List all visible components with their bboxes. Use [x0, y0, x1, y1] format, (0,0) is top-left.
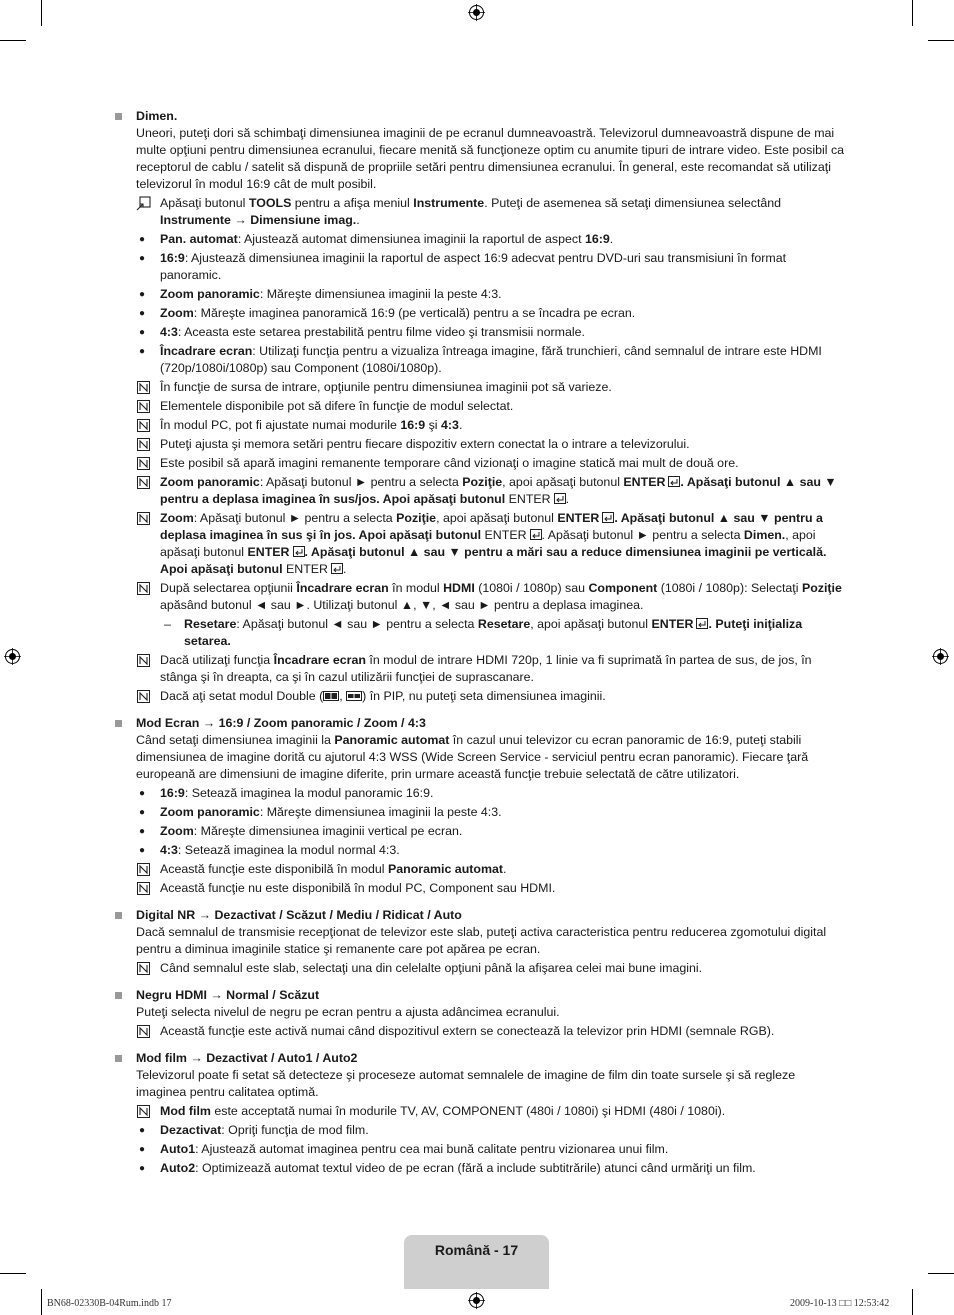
bullet-item	[136, 286, 846, 303]
bullet-item	[136, 1160, 846, 1177]
bold-term: Încadrare ecran	[296, 581, 389, 595]
bold-term: 16:9	[160, 251, 185, 265]
text-run: Dacă utilizaţi funcţia	[160, 653, 274, 667]
bullet-item	[136, 324, 846, 341]
note-icon	[137, 690, 150, 703]
crop-mark	[41, 0, 42, 26]
section-square-icon	[115, 992, 122, 999]
text-run: .	[342, 562, 347, 576]
bullet-item	[136, 231, 846, 248]
bullet-item	[136, 1122, 846, 1139]
bullet-icon: ●	[139, 234, 146, 245]
text-run: , apoi apăsaţi butonul	[502, 475, 624, 489]
bullet-icon: ●	[139, 1144, 146, 1155]
enter-icon	[293, 546, 305, 557]
text-run: : Apăsaţi butonul ► pentru a selecta	[259, 475, 463, 489]
text-run: , apoi apăsaţi butonul	[436, 511, 558, 525]
text-run: ENTER	[285, 562, 328, 576]
registration-mark-icon	[468, 1292, 485, 1309]
section-intro	[136, 732, 846, 783]
text-run: pentru a afişa meniul	[291, 196, 414, 210]
bullet-item	[136, 785, 846, 802]
bullet-item	[136, 1141, 846, 1158]
text-run: : Setează imaginea la modul panoramic 16:9.	[184, 786, 434, 800]
note-icon	[137, 476, 150, 489]
section-gap	[114, 977, 846, 987]
bullet-item	[136, 804, 846, 821]
text-run: : Ajustează dimensiunea imaginii la raportul de aspect 16:9 adecvat pentru DVD-uri sau transmisiuni în format panoramic.	[160, 251, 787, 282]
text-run: : Apăsaţi butonul ► pentru a selecta	[193, 511, 397, 525]
text-run: .	[458, 418, 463, 432]
print-slug-file: BN68-02330B-04Rum.indb 17	[47, 1298, 172, 1309]
text-run: în modul de intrare HDMI 720p, 1 linie va fi suprimată în partea de sus, de jos, în stânga şi în dreapta, ca şi în cazul utilizării funcţiei de suprascanare.	[160, 653, 812, 684]
bold-term: HDMI	[443, 581, 475, 595]
text-run: După selectarea opţiunii	[160, 581, 297, 595]
text-run: în cazul unui televizor cu ecran panoramic de 16:9, puteţi stabili dimensiunea de imagine dorită cu ajutorul 4:3 WSS (Wide Screen Service - serviciul pentru ecran panoramic). Fiecare ţară europeană are dimensiuni de imagine diferite, prin urmare această funcţie trebuie selectată de către utilizatori.	[136, 733, 809, 781]
note-icon	[137, 512, 150, 525]
note-item	[136, 880, 846, 897]
note-icon	[137, 381, 150, 394]
section-gap	[114, 1040, 846, 1050]
text-run: : Ajustează automat imaginea pentru cea mai bună calitate pentru vizionarea unui film.	[195, 1142, 669, 1156]
tools-icon	[136, 196, 151, 211]
registration-mark-icon	[468, 4, 485, 21]
text-run: , apoi apăsaţi butonul	[160, 528, 816, 559]
bold-term: Panoramic automat	[388, 862, 503, 876]
enter-icon	[331, 563, 343, 574]
bold-term: Instrumente → Dimensiune imag.	[160, 213, 357, 227]
bold-term: ENTER	[247, 545, 290, 559]
crop-mark	[912, 0, 913, 26]
text-run: : Aceasta este setarea prestabilită pentru filme video şi transmisii normale.	[177, 325, 585, 339]
text-run: .	[565, 492, 570, 506]
text-run: .	[503, 862, 507, 876]
note-item	[136, 510, 846, 578]
bold-term: Pan. automat	[160, 232, 238, 246]
pip-double-1-icon	[323, 691, 339, 701]
section-title: Mod film → Dezactivat / Auto1 / Auto2	[136, 1051, 358, 1065]
bold-term: ENTER	[623, 475, 666, 489]
bold-term: Instrumente	[413, 196, 485, 210]
note-icon	[137, 438, 150, 451]
bold-term: Încadrare ecran	[273, 653, 366, 667]
bullet-icon: ●	[139, 1125, 146, 1136]
bold-term: . Puteţi iniţializa setarea.	[184, 617, 803, 648]
text-run: în modul	[388, 581, 444, 595]
section	[114, 987, 846, 1040]
text-run: .	[356, 213, 360, 227]
bold-term: TOOLS	[248, 196, 292, 210]
bold-term: Dimen.	[743, 528, 786, 542]
bullet-icon: ●	[139, 807, 146, 818]
note-icon	[137, 1105, 150, 1118]
bold-term: 16:9	[160, 786, 185, 800]
text-run: este acceptată numai în modurile TV, AV, COMPONENT (480i / 1080i) şi HDMI (480i / 1080i).	[210, 1104, 726, 1118]
text-run: : Măreşte dimensiunea imaginii la peste 4:3.	[259, 287, 502, 301]
text-run: : Opriţi funcţia de mod film.	[221, 1123, 369, 1137]
bold-term: Poziţie	[801, 581, 842, 595]
note-item	[136, 398, 846, 415]
bold-term: 4:3	[160, 325, 178, 339]
note-item	[136, 960, 846, 977]
section	[114, 108, 846, 705]
text-run: (1080i / 1080p): Selectaţi	[657, 581, 802, 595]
bold-term: 4:3	[160, 843, 178, 857]
bold-term: 16:9	[584, 232, 610, 246]
bold-term: Dezactivat	[160, 1123, 222, 1137]
crop-mark	[0, 1273, 26, 1274]
bold-term: Zoom	[160, 824, 194, 838]
bullet-item	[136, 305, 846, 322]
text-run: , apoi apăsaţi butonul	[530, 617, 652, 631]
bold-term: Zoom panoramic	[160, 475, 260, 489]
text-run: . Apăsaţi butonul ► pentru a selecta	[541, 528, 744, 542]
section	[114, 1050, 846, 1177]
note-item	[136, 861, 846, 878]
bold-term: Auto2	[160, 1161, 196, 1175]
note-item	[136, 652, 846, 686]
bold-term: 16:9	[400, 418, 426, 432]
note-item	[136, 436, 846, 453]
crop-mark	[928, 1273, 954, 1274]
bullet-icon: ●	[139, 253, 146, 264]
text-run: Puteţi ajusta şi memora setări pentru fiecare dispozitiv extern conectat la o intrare a televizorului.	[160, 437, 690, 451]
section-title: Digital NR → Dezactivat / Scăzut / Mediu / Ridicat / Auto	[136, 908, 462, 922]
text-run: : Măreşte imaginea panoramică 16:9 (pe verticală) pentru a se încadra pe ecran.	[193, 306, 636, 320]
tools-note	[136, 195, 846, 229]
text-run: ) în PIP, nu puteţi seta dimensiunea imaginii.	[362, 689, 606, 703]
bullet-icon: ●	[139, 289, 146, 300]
enter-icon	[530, 529, 542, 540]
page-number-tab	[404, 1235, 549, 1289]
text-run: apăsând butonul ◄ sau ►. Utilizaţi butonul ▲, ▼, ◄ sau ► pentru a deplasa imaginea.	[160, 598, 644, 612]
note-icon	[137, 457, 150, 470]
crop-mark	[912, 1289, 913, 1315]
bold-term: Încadrare ecran	[160, 344, 253, 358]
bold-term: Resetare	[477, 617, 531, 631]
bullet-icon: ●	[139, 327, 146, 338]
enter-icon	[602, 512, 614, 523]
section-square-icon	[115, 912, 122, 919]
text-run: : Optimizează automat textul video de pe ecran (fără a include subtitrările) atunci când urmăriţi un film.	[195, 1161, 756, 1175]
bold-term: Zoom panoramic	[160, 287, 260, 301]
text-run: ,	[339, 689, 347, 703]
note-icon	[137, 419, 150, 432]
bold-term: ENTER	[651, 617, 694, 631]
section	[114, 907, 846, 977]
bullet-icon: ●	[139, 346, 146, 357]
manual-content	[114, 108, 846, 1177]
note-icon	[137, 962, 150, 975]
text-run: Când semnalul este slab, selectaţi una din celelalte opţiuni până la afişarea celei mai bune imagini.	[160, 961, 703, 975]
section-gap	[114, 897, 846, 907]
text-run: . Puteţi de asemenea să setaţi dimensiunea selectând	[484, 196, 782, 210]
bold-term: . Apăsaţi butonul ▲ sau ▼ pentru a deplasa imaginea în sus şi în jos. Apoi apăsaţi butonul	[160, 511, 823, 542]
note-item	[136, 580, 846, 614]
bullet-icon: ●	[139, 845, 146, 856]
text-run: .	[609, 232, 614, 246]
pip-double-2-icon	[346, 691, 362, 701]
bold-term: Component	[588, 581, 658, 595]
note-item	[136, 417, 846, 434]
dash-icon: –	[164, 617, 171, 631]
bold-term: ENTER	[557, 511, 600, 525]
note-item	[136, 1103, 846, 1120]
bold-term: Auto1	[160, 1142, 196, 1156]
crop-mark	[0, 40, 26, 41]
bullet-icon: ●	[139, 788, 146, 799]
bold-term: Mod film	[160, 1104, 211, 1118]
text-run: Această funcţie nu este disponibilă în modul PC, Component sau HDMI.	[160, 881, 556, 895]
text-run: : Setează imaginea la modul normal 4:3.	[177, 843, 400, 857]
enter-icon	[668, 476, 680, 487]
section-intro: Televizorul poate fi setat să detecteze şi proceseze automat semnalele de imagine de film din toate sursele şi să regleze imaginea pentru calitatea optimă.	[136, 1068, 796, 1099]
print-slug-date: 2009-10-13 □□ 12:53:42	[790, 1298, 890, 1309]
bullet-icon: ●	[139, 308, 146, 319]
text-run: şi	[425, 418, 442, 432]
note-icon	[137, 882, 150, 895]
text-run: Este posibil să apară imagini remanente temporare când vizionaţi o imagine statică mai mult de două ore.	[160, 456, 739, 470]
note-icon	[137, 400, 150, 413]
registration-mark-icon	[932, 648, 949, 665]
text-run: Elementele disponibile pot să difere în funcţie de modul selectat.	[160, 399, 514, 413]
bold-term: Zoom panoramic	[160, 805, 260, 819]
note-icon	[137, 1025, 150, 1038]
text-run: ENTER	[508, 492, 551, 506]
section-title: Dimen.	[136, 109, 178, 123]
text-run: ENTER	[484, 528, 527, 542]
section-title: Mod Ecran → 16:9 / Zoom panoramic / Zoom / 4:3	[136, 716, 426, 730]
bullet-icon: ●	[139, 826, 146, 837]
text-run: : Măreşte dimensiunea imaginii la peste 4:3.	[259, 805, 502, 819]
note-item	[136, 379, 846, 396]
section	[114, 715, 846, 897]
section-square-icon	[115, 720, 122, 727]
text-run: : Ajustează automat dimensiunea imaginii la raportul de aspect	[237, 232, 585, 246]
text-run: În funcţie de sursa de intrare, opţiunile pentru dimensiunea imaginii pot să varieze.	[160, 380, 612, 394]
registration-mark-icon	[4, 648, 21, 665]
section-square-icon	[115, 113, 122, 120]
note-icon	[137, 654, 150, 667]
bold-term: . Apăsaţi butonul ▲ sau ▼ pentru a deplasa imaginea în sus/jos. Apoi apăsaţi butonul	[160, 475, 837, 506]
note-icon	[137, 863, 150, 876]
text-run: : Apăsaţi butonul ◄ sau ► pentru a selecta	[236, 617, 478, 631]
bold-term: Poziţie	[396, 511, 437, 525]
text-run: : Măreşte dimensiunea imaginii vertical pe ecran.	[193, 824, 463, 838]
text-run: Când setaţi dimensiunea imaginii la	[136, 733, 335, 747]
bold-term: 4:3	[441, 418, 459, 432]
bold-term: Poziţie	[462, 475, 503, 489]
section-title: Negru HDMI → Normal / Scăzut	[136, 988, 320, 1002]
section-intro: Puteţi selecta nivelul de negru pe ecran pentru a ajusta adâncimea ecranului.	[136, 1005, 560, 1019]
note-item	[136, 474, 846, 508]
bullet-item	[136, 343, 846, 377]
note-item	[136, 455, 846, 472]
bullet-item	[136, 250, 846, 284]
text-run: În modul PC, pot fi ajustate numai modurile	[160, 418, 401, 432]
crop-mark	[928, 40, 954, 41]
text-run: Această funcţie este disponibilă în modul	[160, 862, 388, 876]
text-run: Dacă aţi setat modul Double (	[160, 689, 324, 703]
text-run: : Utilizaţi funcţia pentru a vizualiza întreaga imagine, fără trunchieri, când semnalul de intrare este HDMI (720p/1080i/1080p) sau Component (1080i/1080p).	[160, 344, 822, 375]
text-run: Această funcţie este activă numai când dispozitivul extern se conectează la televizor prin HDMI (semnale RGB).	[160, 1024, 775, 1038]
section-gap	[114, 705, 846, 715]
enter-icon	[696, 618, 708, 629]
bold-term: Zoom	[160, 511, 194, 525]
note-item	[136, 1023, 846, 1040]
section-intro: Dacă semnalul de transmisie recepţionat de televizor este slab, puteţi activa caracteristica pentru reducerea zgomotului digital pentru a diminua imaginile statice şi remanente care pot apărea pe ecran.	[136, 925, 827, 956]
section-square-icon	[115, 1055, 122, 1062]
bold-term: Panoramic automat	[334, 733, 450, 747]
crop-mark	[41, 1289, 42, 1315]
section-intro: Uneori, puteţi dori să schimbaţi dimensiunea imaginii de pe ecranul dumneavoastră. Televizorul dumneavoastră dispune de mai multe opţiuni pentru dimensiunea ecranului, fiecare menită să funcţioneze optim cu anumite tipuri de intrare video. Este posibil ca receptorul de cablu / satelit să dispună de propriile setări pentru dimensiunea ecranului. În general, este recomandat să utilizaţi televizorul în modul 16:9 cât de mult posibil.	[136, 126, 845, 191]
bold-term: Zoom	[160, 306, 194, 320]
note-item	[136, 688, 846, 705]
enter-icon	[554, 493, 566, 504]
text-run: (1080i / 1080p) sau	[474, 581, 589, 595]
page-number: Română - 17	[434, 1242, 519, 1258]
bullet-item	[136, 842, 846, 859]
bullet-item	[136, 823, 846, 840]
note-icon	[137, 582, 150, 595]
bullet-icon: ●	[139, 1163, 146, 1174]
text-run: Apăsaţi butonul	[160, 196, 249, 210]
bold-term: . Apăsaţi butonul ▲ sau ▼ pentru a mări sau a reduce dimensiunea imaginii pe verticală. Apoi apăsaţi butonul	[160, 545, 827, 576]
sub-item	[136, 616, 846, 650]
bold-term: Resetare	[184, 617, 237, 631]
